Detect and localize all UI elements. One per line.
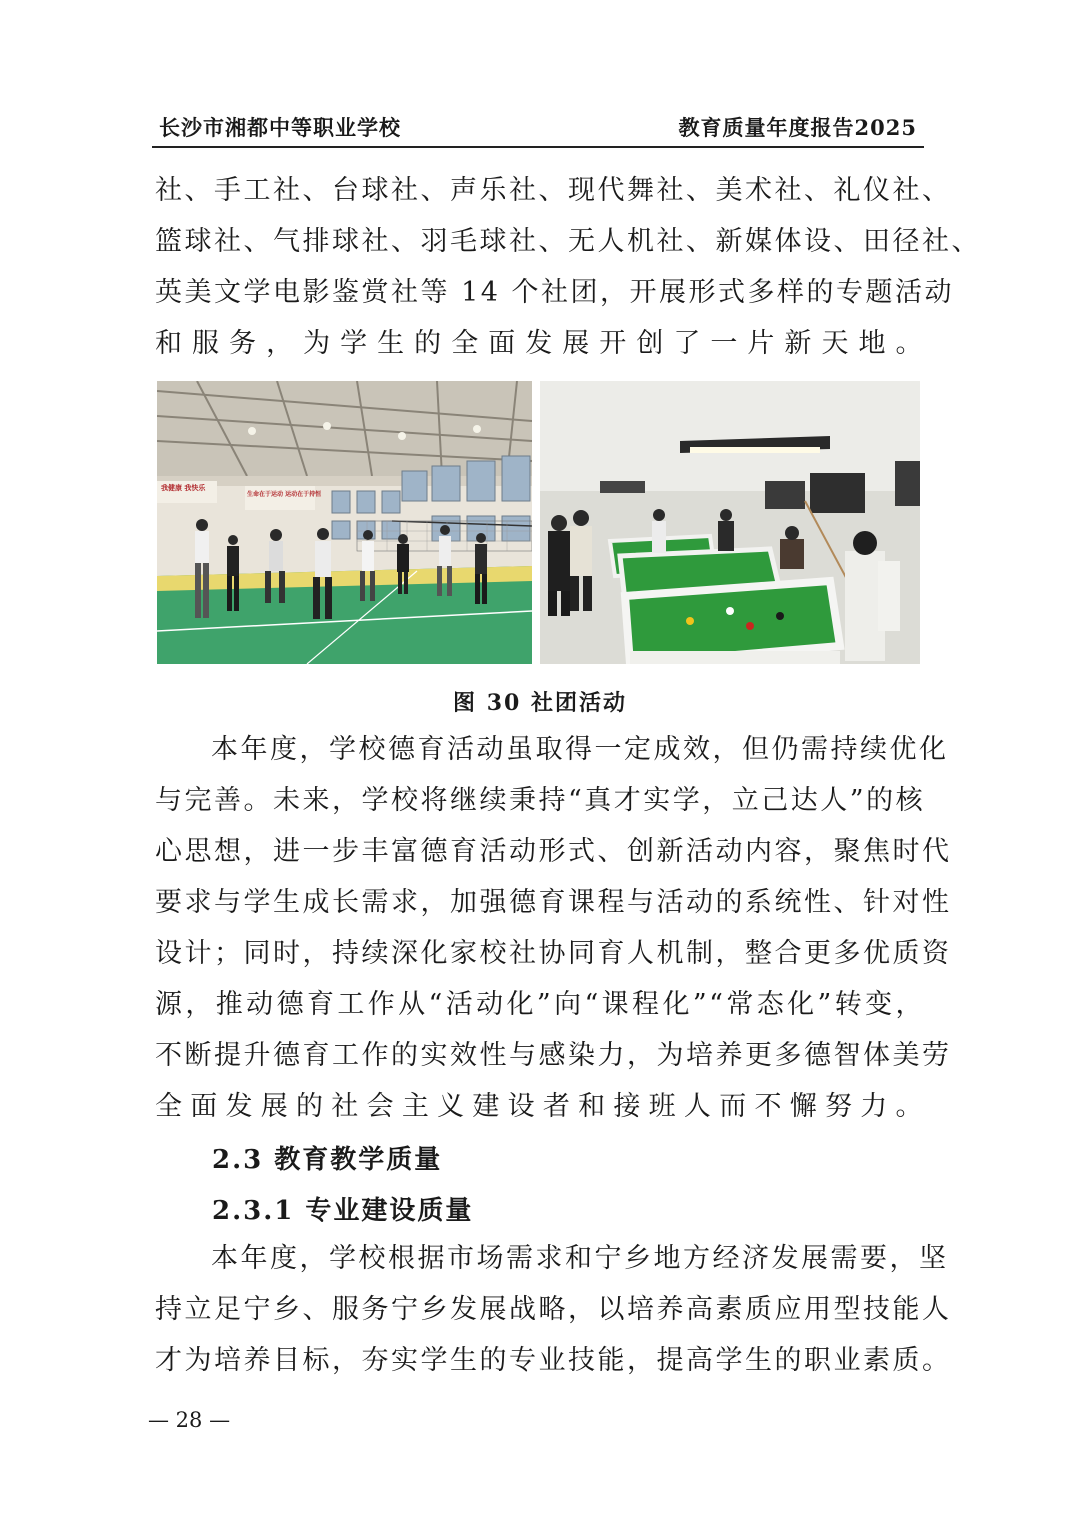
header-divider [152,146,924,148]
paragraph-line: 全面发展的社会主义建设者和接班人而不懈努力。 [155,1091,925,1122]
paragraph-line: 设计；同时，持续深化家校社协同育人机制，整合更多优质资 [155,938,952,969]
paragraph-line: 本年度，学校根据市场需求和宁乡地方经济发展需要，坚 [211,1243,949,1274]
subsection-heading: 2.3.1 专业建设质量 [212,1196,474,1226]
paragraph-line: 源，推动德育工作从“活动化”向“课程化”“常态化”转变， [155,989,925,1020]
paragraph-line: 心思想，进一步丰富德育活动形式、创新活动内容，聚焦时代 [155,836,952,867]
intro-line: 英美文学电影鉴赏社等 14 个社团，开展形式多样的专题活动 [155,277,955,308]
body-paragraph-program-quality [155,1233,952,1386]
intro-paragraph [155,165,981,369]
body-paragraph-future-plans [155,724,952,1132]
billiards-club-photo [540,381,920,664]
header-report-title: 教育质量年度报告2025 [678,115,917,140]
paragraph-line: 才为培养目标，夯实学生的专业技能，提高学生的职业素质。 [155,1345,952,1376]
page-number: — 28 — [148,1408,231,1432]
paragraph-line: 要求与学生成长需求，加强德育课程与活动的系统性、针对性 [155,887,952,918]
intro-line: 和服务，为学生的全面发展开创了一片新天地。 [155,328,925,359]
intro-line: 社、手工社、台球社、声乐社、现代舞社、美术社、礼仪社、 [155,175,952,206]
banner-text: 生命在于运动 运动在于持恒 [247,491,322,498]
paragraph-line: 与完善。未来，学校将继续秉持“真才实学，立己达人”的核 [155,785,926,816]
volleyball-club-photo [157,381,532,664]
banner-text: 我健康 我快乐 [161,484,206,492]
page-header [155,112,923,142]
intro-line: 篮球社、气排球社、羽毛球社、无人机社、新媒体设、田径社、 [155,226,981,257]
paragraph-line: 不断提升德育工作的实效性与感染力，为培养更多德智体美劳 [155,1040,952,1071]
figure-caption: 图 30 社团活动 [453,690,627,716]
paragraph-line: 持立足宁乡、服务宁乡发展战略，以培养高素质应用型技能人 [155,1294,952,1325]
section-heading: 2.3 教育教学质量 [212,1145,443,1175]
header-school-name: 长沙市湘都中等职业学校 [159,115,401,140]
paragraph-line: 本年度，学校德育活动虽取得一定成效，但仍需持续优化 [211,734,949,765]
